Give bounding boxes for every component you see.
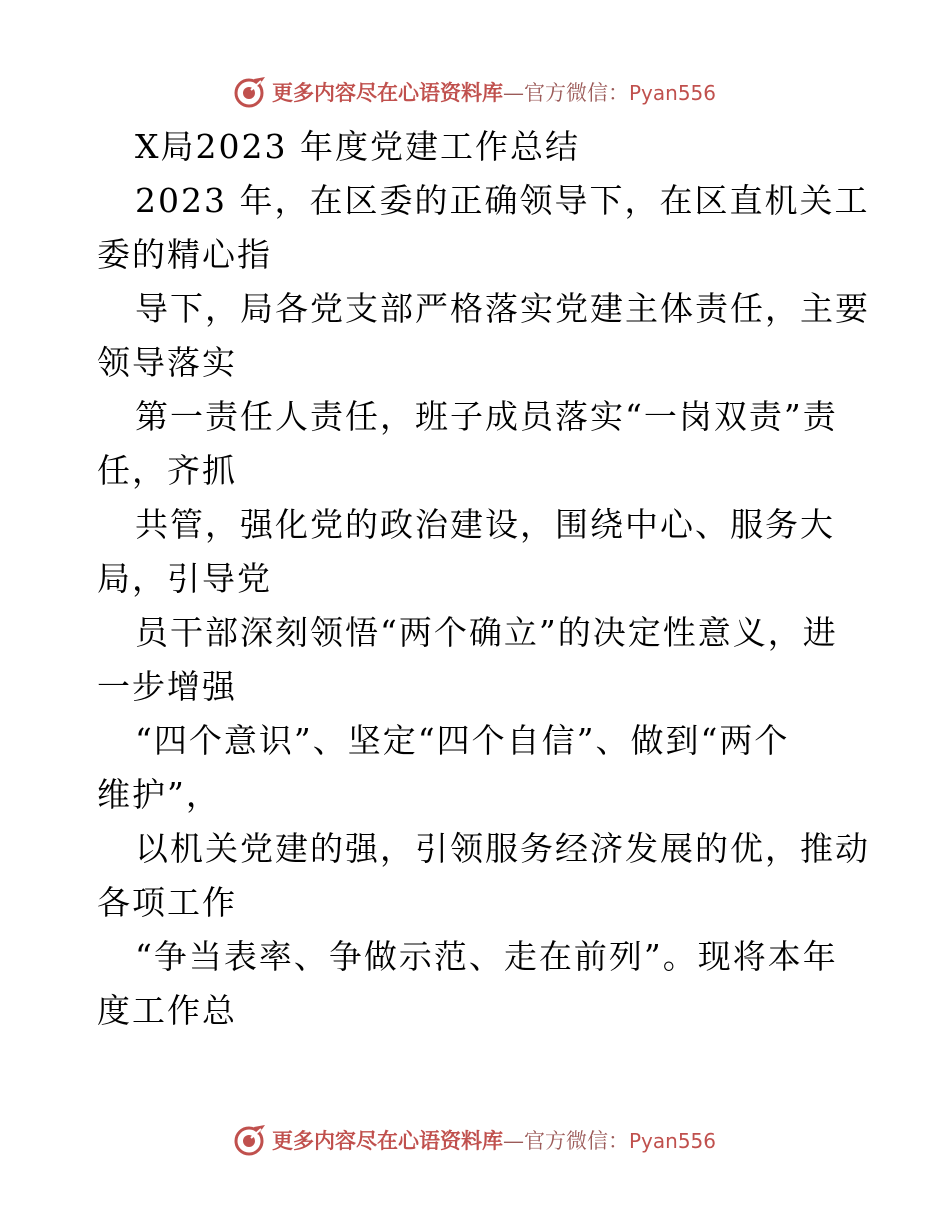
document-body — [97, 120, 870, 1038]
watermark-label: 官方微信： — [523, 1129, 629, 1153]
doc-line: 度工作总 — [97, 991, 237, 1030]
doc-line: 一步增强 — [97, 667, 237, 706]
watermark-id: Pyan556 — [628, 1129, 716, 1153]
doc-line: 领导落实 — [97, 343, 237, 382]
watermark-text — [272, 1125, 716, 1155]
doc-line: 局，引导党 — [97, 559, 272, 598]
watermark-dash: — — [502, 1129, 524, 1153]
pen-logo-icon — [234, 75, 268, 109]
watermark-dash: — — [502, 81, 524, 105]
pen-logo-icon — [234, 1123, 268, 1157]
doc-line: “四个意识”、坚定“四个自信”、做到“两个 — [135, 721, 790, 760]
doc-line: 维护”， — [97, 775, 221, 814]
doc-line: 2023 年，在区委的正确领导下，在区直机关工 — [135, 181, 870, 220]
doc-line: 委的精心指 — [97, 235, 272, 274]
doc-line: 共管，强化党的政治建设，围绕中心、服务大 — [135, 505, 835, 544]
doc-line: 各项工作 — [97, 883, 237, 922]
doc-line: 任，齐抓 — [97, 451, 237, 490]
doc-line: “争当表率、争做示范、走在前列”。现将本年 — [135, 937, 838, 976]
doc-line: 以机关党建的强，引领服务经济发展的优，推动 — [135, 829, 870, 868]
header-watermark — [0, 72, 950, 112]
doc-line: 导下，局各党支部严格落实党建主体责任，主要 — [135, 289, 870, 328]
doc-line: X局2023 年度党建工作总结 — [135, 127, 580, 166]
watermark-text — [272, 77, 716, 107]
watermark-id: Pyan556 — [628, 81, 716, 105]
watermark-label: 官方微信： — [523, 81, 629, 105]
doc-line: 第一责任人责任，班子成员落实“一岗双责”责 — [135, 397, 838, 436]
doc-line: 员干部深刻领悟“两个确立”的决定性意义，进 — [135, 613, 838, 652]
watermark-brand: 更多内容尽在心语资料库 — [271, 80, 503, 105]
footer-watermark — [0, 1120, 950, 1160]
watermark-brand: 更多内容尽在心语资料库 — [271, 1128, 503, 1153]
